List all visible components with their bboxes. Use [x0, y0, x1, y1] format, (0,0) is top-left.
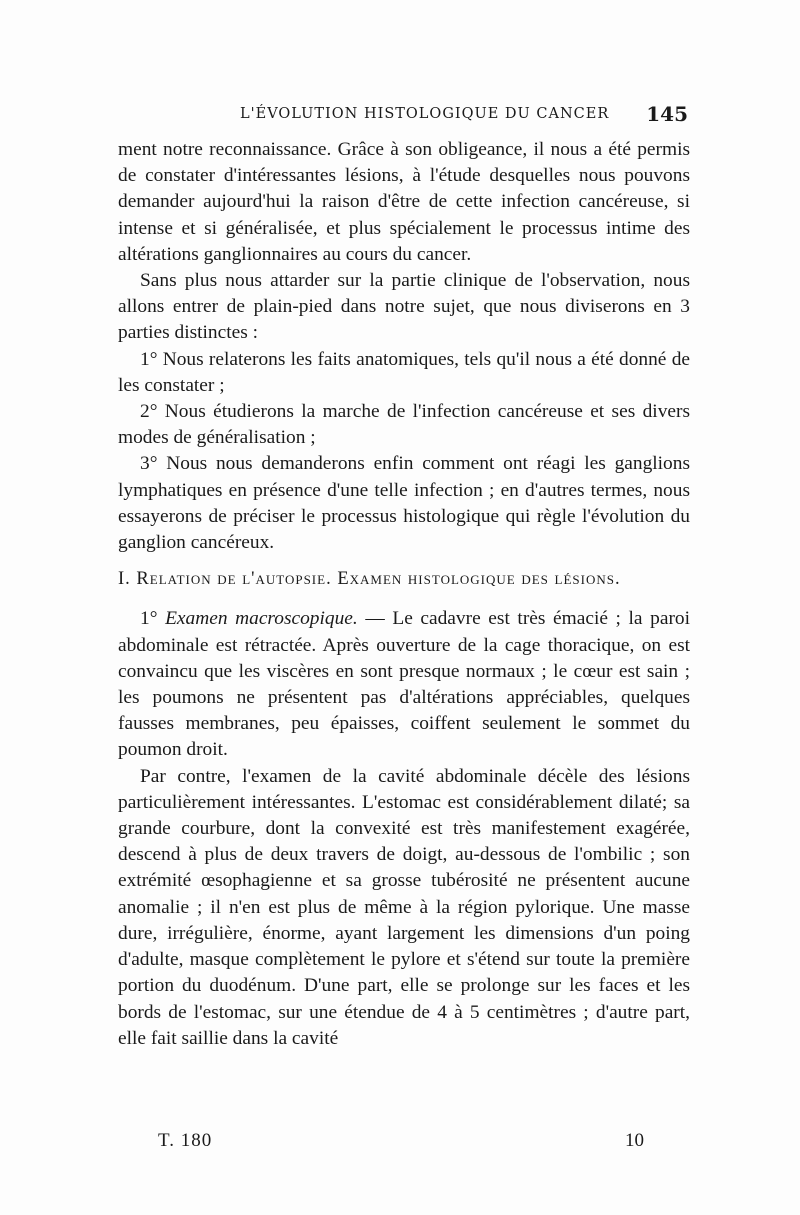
- paragraph-continuation: ment notre reconnaissance. Grâce à son obligeance, il nous a été permis de constater d'intéressantes lésions, à l'étude desquelles nous pouvons demander aujourd'hui la raison d'être de cette infection cancéreuse, si intense et si généralisée, et plus spécialement le processus intime des altérations ganglionnaires au cours du cancer.: [118, 139, 690, 265]
- list-item: 3° Nous nous demanderons enfin comment ont réagi les ganglions lymphatiques en présence d'une telle infection ; en d'autres termes, nous essayerons de préciser le processus histologique qui règle l'évolution du ganglion cancéreux.: [118, 453, 690, 554]
- page-header: [118, 104, 688, 130]
- body-text: [118, 137, 690, 1052]
- signature-mark: T. 180: [158, 1130, 213, 1151]
- section-heading: I. Relation de l'autopsie. Examen histologique des lésions.: [118, 569, 621, 590]
- list-item: 1° Nous relaterons les faits anatomiques, tels qu'il nous a été donné de les constater ;: [118, 348, 690, 396]
- running-title: L'ÉVOLUTION HISTOLOGIQUE DU CANCER: [240, 106, 610, 122]
- sheet-number: 10: [625, 1130, 644, 1151]
- paragraph: Par contre, l'examen de la cavité abdominale décèle des lésions particulièrement intéressantes. L'estomac est considérablement dilaté; sa grande courbure, dont la convexité est très manifestement exagérée, descend à plus de deux travers de doigt, au-dessous de l'ombilic ; son extrémité œsophagienne et sa grosse tubérosité ne présentent aucune anomalie ; il n'en est plus de même à la région pylorique. Une masse dure, irrégulière, énorme, ayant largement les dimensions d'un poing d'adulte, masque complètement le pylore et s'étend sur toute la première portion du duodénum. D'une part, elle se prolonge sur les faces et les bords de l'estomac, sur une étendue de 4 à 5 centimètres ; d'autre part, elle fait saillie dans la cavité: [118, 765, 690, 1049]
- page-number: 145: [646, 102, 688, 126]
- exam-text: — Le cadavre est très émacié ; la paroi abdominale est rétractée. Après ouverture de la cage thoracique, on est convaincu que les viscères en sont presque normaux ; le cœur est sain ; les poumons ne présentent pas d'altérations appréciables, quelques fausses membranes, peu épaisses, coiffent seulement le sommet du poumon droit.: [118, 608, 690, 761]
- page-footer: [118, 1130, 690, 1156]
- exam-title: Examen macroscopique.: [165, 608, 358, 630]
- list-item: 2° Nous étudierons la marche de l'infection cancéreuse et ses divers modes de généralisation ;: [118, 401, 690, 449]
- exam-paragraph: [118, 606, 690, 763]
- exam-number: 1°: [140, 608, 158, 630]
- paragraph: Sans plus nous attarder sur la partie clinique de l'observation, nous allons entrer de plain-pied dans notre sujet, que nous diviserons en 3 parties distinctes :: [118, 270, 690, 344]
